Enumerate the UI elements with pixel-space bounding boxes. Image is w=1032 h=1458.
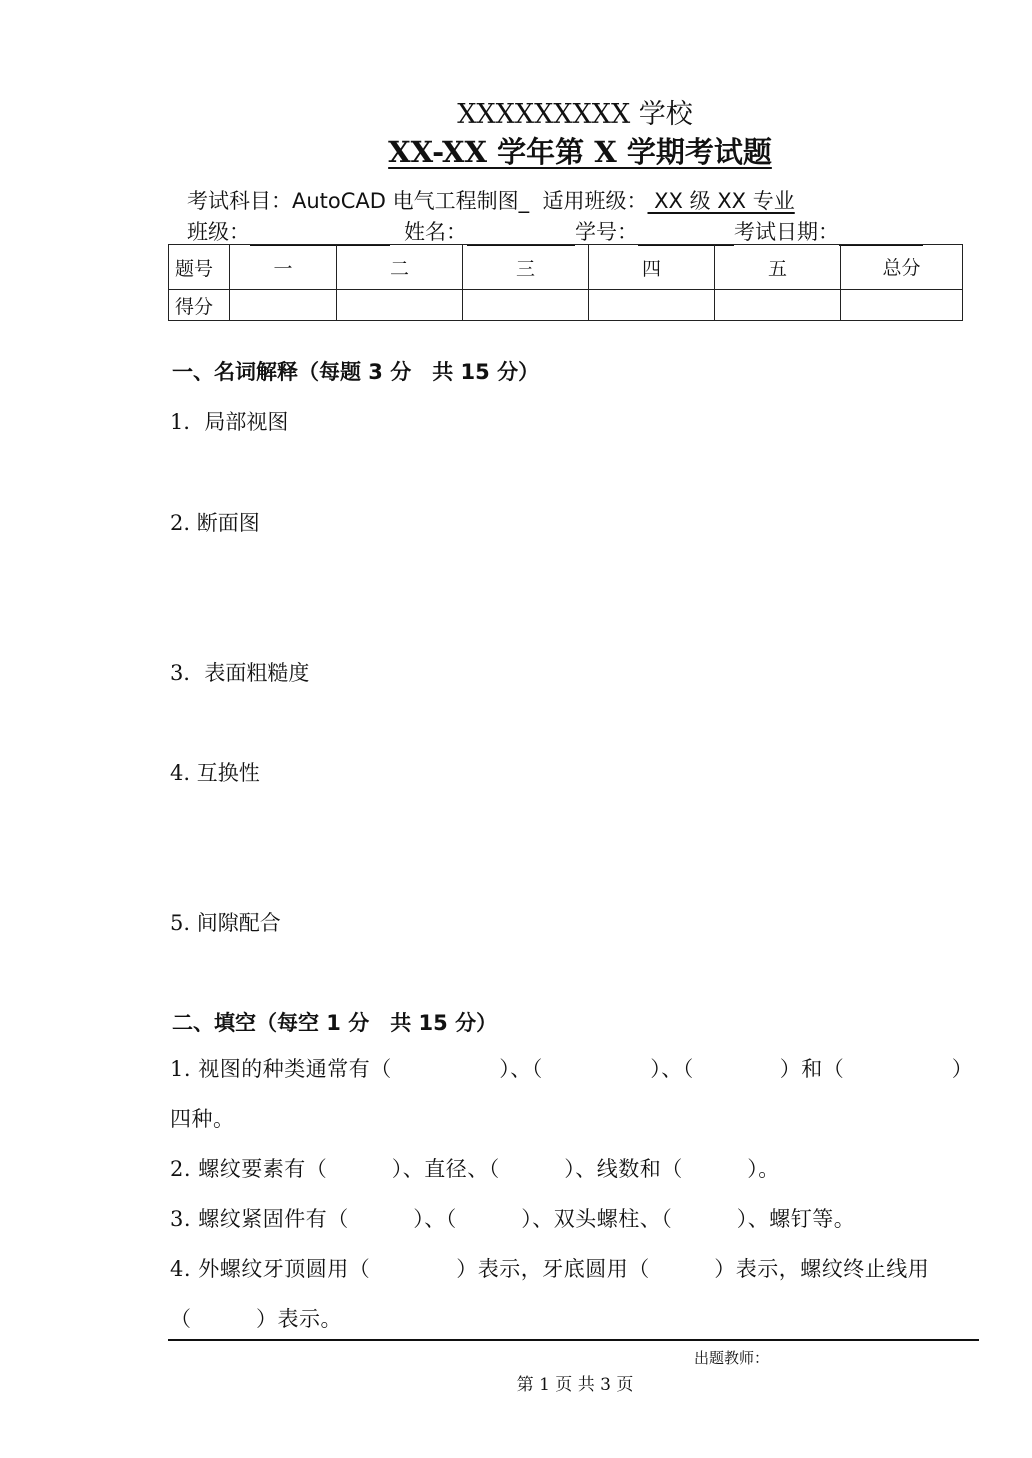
score-table-score-row	[169, 290, 963, 321]
date-blank[interactable]	[839, 222, 923, 246]
definition-item: 3．表面粗糙度	[170, 661, 310, 685]
exam-info-line	[187, 185, 795, 215]
score-header-cell: 三	[463, 245, 589, 290]
score-header-cell: 二	[337, 245, 463, 290]
page-number: 第 1 页 共 3 页	[516, 1375, 634, 1395]
score-row-label: 得分	[169, 290, 230, 321]
score-header-cell: 一	[230, 245, 337, 290]
definition-item: 5. 间隙配合	[170, 911, 281, 935]
score-table	[168, 244, 963, 321]
class-label: 适用班级：	[542, 189, 648, 213]
banji-label: 班级：	[187, 220, 250, 244]
score-table-header-row	[169, 245, 963, 290]
section2-title: 二、填空（每空 1 分 共 15 分）	[172, 1011, 498, 1035]
definition-item: 1．局部视图	[170, 410, 289, 434]
score-header-cell: 四	[589, 245, 715, 290]
name-blank[interactable]	[467, 222, 575, 246]
id-label: 学号：	[575, 220, 638, 244]
id-blank[interactable]	[638, 222, 734, 246]
subject-label: 考试科目：AutoCAD 电气工程制图	[187, 189, 519, 213]
section1-title: 一、名词解释（每题 3 分 共 15 分）	[172, 360, 540, 384]
name-label: 姓名：	[404, 220, 467, 244]
score-cell[interactable]	[463, 290, 589, 321]
score-cell[interactable]	[337, 290, 463, 321]
score-header-cell: 题号	[169, 245, 230, 290]
score-cell[interactable]	[715, 290, 841, 321]
student-info-line	[187, 216, 923, 246]
score-cell[interactable]	[230, 290, 337, 321]
fill-blank-item: 4. 外螺纹牙顶圆用（ ）表示，牙底圆用（ ）表示，螺纹终止线用（ ）表示。	[170, 1257, 930, 1331]
school-name: XXXXXXXXX 学校	[457, 99, 693, 130]
teacher-label: 出题教师：	[694, 1349, 770, 1367]
definition-item: 4. 互换性	[170, 761, 260, 785]
fill-blank-item: 1. 视图的种类通常有（ ）、（ ）、（ ）和（ ）四种。	[170, 1057, 974, 1131]
score-cell[interactable]	[841, 290, 963, 321]
fill-blank-item: 3. 螺纹紧固件有（ ）、（ ）、双头螺柱、（ ）、螺钉等。	[170, 1207, 856, 1231]
score-header-cell: 五	[715, 245, 841, 290]
fill-blank-item: 2. 螺纹要素有（ ）、直径、（ ）、线数和（ ）。	[170, 1157, 780, 1181]
banji-blank[interactable]	[250, 222, 390, 246]
exam-title: XX-XX 学年第 X 学期考试题	[388, 135, 772, 169]
footer-rule	[168, 1339, 979, 1341]
definition-item: 2. 断面图	[170, 511, 260, 535]
score-cell[interactable]	[589, 290, 715, 321]
subject-tail: _	[518, 189, 530, 213]
score-header-cell: 总分	[841, 245, 963, 290]
class-value: XX 级 XX 专业	[647, 189, 795, 213]
date-label: 考试日期：	[734, 220, 839, 244]
